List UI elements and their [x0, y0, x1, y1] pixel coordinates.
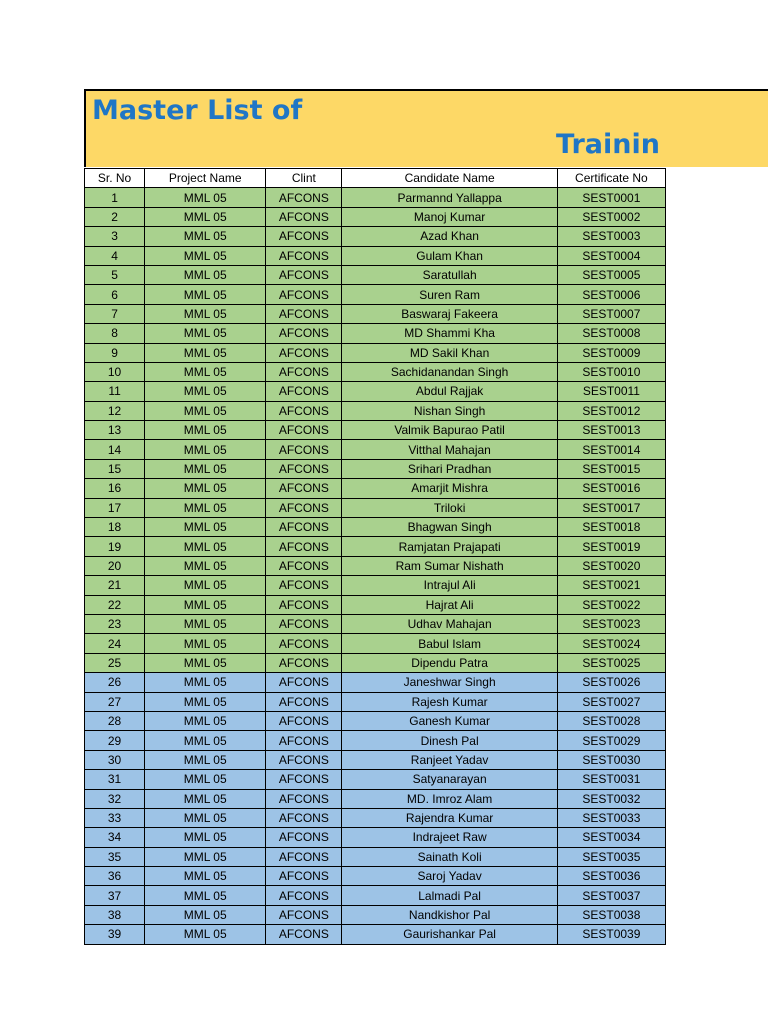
client-cell: AFCONS — [266, 382, 342, 401]
sr-no-cell: 18 — [85, 518, 145, 537]
client-cell: AFCONS — [266, 867, 342, 886]
sr-no-cell: 28 — [85, 711, 145, 730]
candidate-name-cell: Nishan Singh — [342, 401, 557, 420]
candidate-name-cell: Rajesh Kumar — [342, 692, 557, 711]
candidate-name-cell: Triloki — [342, 498, 557, 517]
project-name-cell: MML 05 — [145, 634, 266, 653]
title-line-2: Trainin — [556, 129, 660, 160]
certificate-no-cell: SEST0031 — [557, 770, 665, 789]
candidate-name-cell: Abdul Rajjak — [342, 382, 557, 401]
table-row — [85, 246, 666, 265]
client-cell: AFCONS — [266, 401, 342, 420]
client-cell: AFCONS — [266, 537, 342, 556]
client-cell: AFCONS — [266, 227, 342, 246]
sr-no-cell: 4 — [85, 246, 145, 265]
sr-no-cell: 8 — [85, 324, 145, 343]
certificate-no-cell: SEST0018 — [557, 518, 665, 537]
client-cell: AFCONS — [266, 285, 342, 304]
sr-no-cell: 13 — [85, 421, 145, 440]
candidate-name-cell: Ranjeet Yadav — [342, 750, 557, 769]
project-name-cell: MML 05 — [145, 692, 266, 711]
sr-no-cell: 37 — [85, 886, 145, 905]
table-row — [85, 498, 666, 517]
candidate-name-cell: Srihari Pradhan — [342, 459, 557, 478]
table-row — [85, 711, 666, 730]
project-name-cell: MML 05 — [145, 576, 266, 595]
candidate-name-cell: Babul Islam — [342, 634, 557, 653]
table-row — [85, 421, 666, 440]
candidate-name-cell: Parmannd Yallappa — [342, 188, 557, 207]
client-cell: AFCONS — [266, 576, 342, 595]
table-row — [85, 324, 666, 343]
table-row — [85, 440, 666, 459]
certificate-no-cell: SEST0026 — [557, 673, 665, 692]
header-client: Clint — [266, 169, 342, 188]
header-row — [85, 169, 666, 188]
sr-no-cell: 17 — [85, 498, 145, 517]
client-cell: AFCONS — [266, 925, 342, 944]
certificate-no-cell: SEST0038 — [557, 905, 665, 924]
sr-no-cell: 39 — [85, 925, 145, 944]
candidate-name-cell: Saroj Yadav — [342, 867, 557, 886]
candidate-name-cell: Valmik Bapurao Patil — [342, 421, 557, 440]
sr-no-cell: 7 — [85, 304, 145, 323]
certificate-no-cell: SEST0012 — [557, 401, 665, 420]
candidate-name-cell: Hajrat Ali — [342, 595, 557, 614]
candidate-name-cell: Ramjatan Prajapati — [342, 537, 557, 556]
candidate-name-cell: Rajendra Kumar — [342, 808, 557, 827]
sr-no-cell: 19 — [85, 537, 145, 556]
client-cell: AFCONS — [266, 265, 342, 284]
project-name-cell: MML 05 — [145, 265, 266, 284]
table-row — [85, 905, 666, 924]
project-name-cell: MML 05 — [145, 518, 266, 537]
sr-no-cell: 3 — [85, 227, 145, 246]
client-cell: AFCONS — [266, 789, 342, 808]
candidate-name-cell: Bhagwan Singh — [342, 518, 557, 537]
sr-no-cell: 23 — [85, 614, 145, 633]
sr-no-cell: 35 — [85, 847, 145, 866]
certificate-no-cell: SEST0009 — [557, 343, 665, 362]
sr-no-cell: 2 — [85, 207, 145, 226]
candidate-name-cell: Udhav Mahajan — [342, 614, 557, 633]
candidate-name-cell: Janeshwar Singh — [342, 673, 557, 692]
header-project-name: Project Name — [145, 169, 266, 188]
candidate-name-cell: Ganesh Kumar — [342, 711, 557, 730]
candidate-name-cell: Ram Sumar Nishath — [342, 556, 557, 575]
project-name-cell: MML 05 — [145, 595, 266, 614]
candidate-name-cell: MD Sakil Khan — [342, 343, 557, 362]
sr-no-cell: 5 — [85, 265, 145, 284]
table-row — [85, 576, 666, 595]
client-cell: AFCONS — [266, 343, 342, 362]
client-cell: AFCONS — [266, 731, 342, 750]
client-cell: AFCONS — [266, 324, 342, 343]
candidate-name-cell: Manoj Kumar — [342, 207, 557, 226]
table-row — [85, 828, 666, 847]
project-name-cell: MML 05 — [145, 653, 266, 672]
sr-no-cell: 22 — [85, 595, 145, 614]
project-name-cell: MML 05 — [145, 750, 266, 769]
certificate-no-cell: SEST0030 — [557, 750, 665, 769]
client-cell: AFCONS — [266, 459, 342, 478]
candidate-name-cell: Sachidanandan Singh — [342, 362, 557, 381]
candidate-name-cell: Intrajul Ali — [342, 576, 557, 595]
table-row — [85, 479, 666, 498]
candidate-name-cell: Vitthal Mahajan — [342, 440, 557, 459]
project-name-cell: MML 05 — [145, 808, 266, 827]
table-row — [85, 265, 666, 284]
client-cell: AFCONS — [266, 479, 342, 498]
table-row — [85, 614, 666, 633]
project-name-cell: MML 05 — [145, 614, 266, 633]
project-name-cell: MML 05 — [145, 459, 266, 478]
project-name-cell: MML 05 — [145, 905, 266, 924]
certificate-no-cell: SEST0035 — [557, 847, 665, 866]
candidate-name-cell: Gaurishankar Pal — [342, 925, 557, 944]
table-row — [85, 770, 666, 789]
client-cell: AFCONS — [266, 711, 342, 730]
project-name-cell: MML 05 — [145, 847, 266, 866]
sr-no-cell: 6 — [85, 285, 145, 304]
certificate-no-cell: SEST0022 — [557, 595, 665, 614]
client-cell: AFCONS — [266, 673, 342, 692]
certificate-no-cell: SEST0034 — [557, 828, 665, 847]
project-name-cell: MML 05 — [145, 711, 266, 730]
project-name-cell: MML 05 — [145, 867, 266, 886]
project-name-cell: MML 05 — [145, 556, 266, 575]
certificate-no-cell: SEST0007 — [557, 304, 665, 323]
client-cell: AFCONS — [266, 634, 342, 653]
project-name-cell: MML 05 — [145, 479, 266, 498]
sr-no-cell: 32 — [85, 789, 145, 808]
client-cell: AFCONS — [266, 750, 342, 769]
candidate-name-cell: Suren Ram — [342, 285, 557, 304]
certificate-no-cell: SEST0020 — [557, 556, 665, 575]
client-cell: AFCONS — [266, 614, 342, 633]
table-row — [85, 459, 666, 478]
certificate-no-cell: SEST0023 — [557, 614, 665, 633]
sr-no-cell: 30 — [85, 750, 145, 769]
header-certificate-no: Certificate No — [557, 169, 665, 188]
candidate-name-cell: Dinesh Pal — [342, 731, 557, 750]
table-row — [85, 673, 666, 692]
table-row — [85, 304, 666, 323]
candidate-name-cell: Indrajeet Raw — [342, 828, 557, 847]
client-cell: AFCONS — [266, 207, 342, 226]
certificate-no-cell: SEST0033 — [557, 808, 665, 827]
certificate-no-cell: SEST0011 — [557, 382, 665, 401]
client-cell: AFCONS — [266, 847, 342, 866]
table-row — [85, 285, 666, 304]
certificate-no-cell: SEST0021 — [557, 576, 665, 595]
client-cell: AFCONS — [266, 246, 342, 265]
project-name-cell: MML 05 — [145, 304, 266, 323]
client-cell: AFCONS — [266, 808, 342, 827]
sr-no-cell: 36 — [85, 867, 145, 886]
client-cell: AFCONS — [266, 886, 342, 905]
training-master-table — [84, 168, 666, 945]
client-cell: AFCONS — [266, 362, 342, 381]
certificate-no-cell: SEST0027 — [557, 692, 665, 711]
project-name-cell: MML 05 — [145, 401, 266, 420]
table-row — [85, 653, 666, 672]
certificate-no-cell: SEST0015 — [557, 459, 665, 478]
project-name-cell: MML 05 — [145, 498, 266, 517]
project-name-cell: MML 05 — [145, 362, 266, 381]
client-cell: AFCONS — [266, 304, 342, 323]
sr-no-cell: 38 — [85, 905, 145, 924]
table-row — [85, 518, 666, 537]
project-name-cell: MML 05 — [145, 886, 266, 905]
sr-no-cell: 33 — [85, 808, 145, 827]
sr-no-cell: 21 — [85, 576, 145, 595]
project-name-cell: MML 05 — [145, 789, 266, 808]
client-cell: AFCONS — [266, 770, 342, 789]
certificate-no-cell: SEST0037 — [557, 886, 665, 905]
client-cell: AFCONS — [266, 653, 342, 672]
client-cell: AFCONS — [266, 498, 342, 517]
table-row — [85, 731, 666, 750]
table-row — [85, 188, 666, 207]
sr-no-cell: 15 — [85, 459, 145, 478]
table-row — [85, 750, 666, 769]
project-name-cell: MML 05 — [145, 925, 266, 944]
client-cell: AFCONS — [266, 421, 342, 440]
table-row — [85, 847, 666, 866]
table-row — [85, 634, 666, 653]
certificate-no-cell: SEST0010 — [557, 362, 665, 381]
sr-no-cell: 11 — [85, 382, 145, 401]
certificate-no-cell: SEST0006 — [557, 285, 665, 304]
candidate-name-cell: Satyanarayan — [342, 770, 557, 789]
certificate-no-cell: SEST0001 — [557, 188, 665, 207]
certificate-no-cell: SEST0002 — [557, 207, 665, 226]
client-cell: AFCONS — [266, 188, 342, 207]
sr-no-cell: 27 — [85, 692, 145, 711]
project-name-cell: MML 05 — [145, 188, 266, 207]
candidate-name-cell: Gulam Khan — [342, 246, 557, 265]
certificate-no-cell: SEST0014 — [557, 440, 665, 459]
project-name-cell: MML 05 — [145, 421, 266, 440]
project-name-cell: MML 05 — [145, 227, 266, 246]
project-name-cell: MML 05 — [145, 343, 266, 362]
sr-no-cell: 31 — [85, 770, 145, 789]
certificate-no-cell: SEST0003 — [557, 227, 665, 246]
sr-no-cell: 29 — [85, 731, 145, 750]
client-cell: AFCONS — [266, 595, 342, 614]
candidate-name-cell: Saratullah — [342, 265, 557, 284]
title-band — [84, 89, 768, 167]
certificate-no-cell: SEST0028 — [557, 711, 665, 730]
certificate-no-cell: SEST0019 — [557, 537, 665, 556]
project-name-cell: MML 05 — [145, 440, 266, 459]
certificate-no-cell: SEST0013 — [557, 421, 665, 440]
table-row — [85, 692, 666, 711]
project-name-cell: MML 05 — [145, 285, 266, 304]
sr-no-cell: 20 — [85, 556, 145, 575]
client-cell: AFCONS — [266, 905, 342, 924]
candidate-name-cell: Nandkishor Pal — [342, 905, 557, 924]
certificate-no-cell: SEST0039 — [557, 925, 665, 944]
certificate-no-cell: SEST0025 — [557, 653, 665, 672]
header-sr-no: Sr. No — [85, 169, 145, 188]
client-cell: AFCONS — [266, 692, 342, 711]
certificate-no-cell: SEST0032 — [557, 789, 665, 808]
table-row — [85, 343, 666, 362]
table-row — [85, 808, 666, 827]
certificate-no-cell: SEST0016 — [557, 479, 665, 498]
table-row — [85, 537, 666, 556]
table-row — [85, 867, 666, 886]
sr-no-cell: 1 — [85, 188, 145, 207]
client-cell: AFCONS — [266, 518, 342, 537]
certificate-no-cell: SEST0017 — [557, 498, 665, 517]
candidate-name-cell: Sainath Koli — [342, 847, 557, 866]
candidate-name-cell: Lalmadi Pal — [342, 886, 557, 905]
sr-no-cell: 25 — [85, 653, 145, 672]
header-candidate-name: Candidate Name — [342, 169, 557, 188]
project-name-cell: MML 05 — [145, 537, 266, 556]
table-row — [85, 227, 666, 246]
table-body — [85, 188, 666, 944]
candidate-name-cell: Amarjit Mishra — [342, 479, 557, 498]
table-row — [85, 789, 666, 808]
project-name-cell: MML 05 — [145, 770, 266, 789]
project-name-cell: MML 05 — [145, 246, 266, 265]
certificate-no-cell: SEST0029 — [557, 731, 665, 750]
client-cell: AFCONS — [266, 440, 342, 459]
sr-no-cell: 16 — [85, 479, 145, 498]
client-cell: AFCONS — [266, 828, 342, 847]
candidate-name-cell: Azad Khan — [342, 227, 557, 246]
project-name-cell: MML 05 — [145, 324, 266, 343]
sr-no-cell: 9 — [85, 343, 145, 362]
candidate-name-cell: MD. Imroz Alam — [342, 789, 557, 808]
certificate-no-cell: SEST0008 — [557, 324, 665, 343]
sr-no-cell: 10 — [85, 362, 145, 381]
table-row — [85, 886, 666, 905]
project-name-cell: MML 05 — [145, 828, 266, 847]
project-name-cell: MML 05 — [145, 673, 266, 692]
certificate-no-cell: SEST0004 — [557, 246, 665, 265]
sr-no-cell: 14 — [85, 440, 145, 459]
table-row — [85, 401, 666, 420]
certificate-no-cell: SEST0036 — [557, 867, 665, 886]
candidate-name-cell: Dipendu Patra — [342, 653, 557, 672]
table-row — [85, 595, 666, 614]
table-row — [85, 556, 666, 575]
table-row — [85, 207, 666, 226]
table-row — [85, 382, 666, 401]
client-cell: AFCONS — [266, 556, 342, 575]
candidate-name-cell: MD Shammi Kha — [342, 324, 557, 343]
sr-no-cell: 34 — [85, 828, 145, 847]
certificate-no-cell: SEST0005 — [557, 265, 665, 284]
project-name-cell: MML 05 — [145, 731, 266, 750]
candidate-name-cell: Baswaraj Fakeera — [342, 304, 557, 323]
project-name-cell: MML 05 — [145, 207, 266, 226]
table-row — [85, 362, 666, 381]
project-name-cell: MML 05 — [145, 382, 266, 401]
sr-no-cell: 12 — [85, 401, 145, 420]
sr-no-cell: 26 — [85, 673, 145, 692]
table-row — [85, 925, 666, 944]
certificate-no-cell: SEST0024 — [557, 634, 665, 653]
sr-no-cell: 24 — [85, 634, 145, 653]
title-line-1: Master List of — [92, 95, 303, 126]
